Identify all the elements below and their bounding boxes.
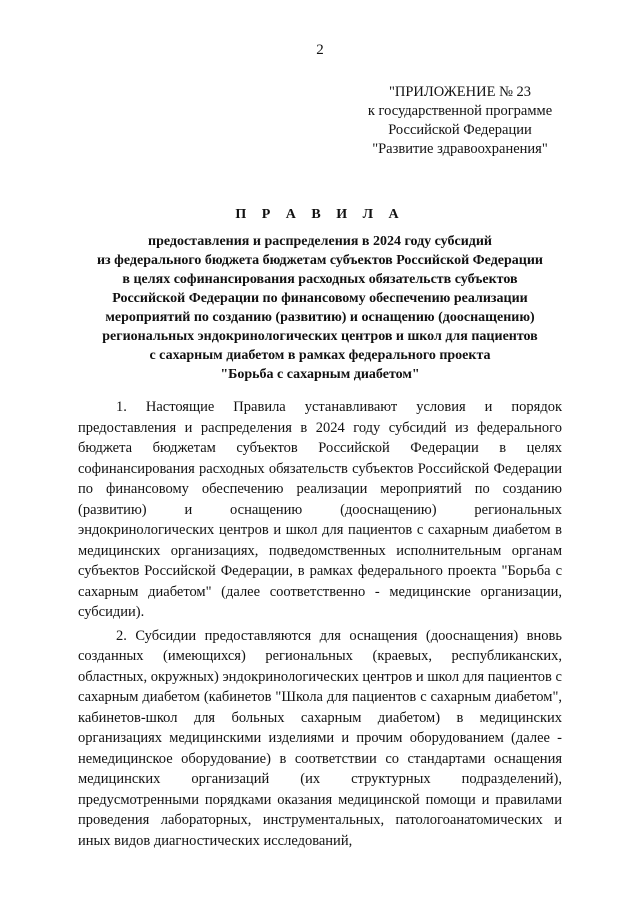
subtitle-line-3: в целях софинансирования расходных обязательств субъектов [122, 272, 518, 287]
subtitle-line-4: Российской Федерации по финансовому обеспечению реализации [112, 291, 528, 306]
document-body [78, 397, 562, 851]
paragraph-1: 1. Настоящие Правила устанавливают условия и порядок предоставления и распределения в 2024 году субсидий из федерального бюджета бюджетам субъектов Российской Федерации в целях софинансирования расходных обязательств субъектов Российской Федерации по финансовому обеспечению реализации мероприятий по созданию (развитию) и оснащению (дооснащению) региональных эндокринологических центров и школ для пациентов с сахарным диабетом в медицинских организациях, подведомственных исполнительным органам субъектов Российской Федерации, в рамках федерального проекта "Борьба с сахарным диабетом" (далее соответственно - медицинские организации, субсидии). [78, 399, 562, 620]
document-title: П Р А В И Л А [235, 207, 405, 222]
page-number: 2 [316, 42, 324, 58]
document-subtitle [70, 232, 570, 384]
subtitle-line-2: из федерального бюджета бюджетам субъектов Российской Федерации [96, 253, 543, 268]
appendix-line-3: Российской Федерации [388, 122, 532, 138]
subtitle-line-7: с сахарным диабетом в рамках федерального проекта [149, 348, 491, 363]
subtitle-line-8: "Борьба с сахарным диабетом" [220, 367, 420, 382]
paragraph-2: 2. Субсидии предоставляются для оснащения (дооснащения) вновь созданных (имеющихся) региональных (краевых, республиканских, областных, окружных) эндокринологических центров и школ для пациентов с сахарным диабетом (кабинетов "Школа для пациентов с сахарным диабетом", кабинетов-школ для больных сахарным диабетом) в медицинских организациях медицинскими изделиями и прочим оборудованием (далее - немедицинское оборудование) в соответствии со стандартами оснащения медицинских организаций (их структурных подразделений), предусмотренными порядками оказания медицинской помощи и правилами проведения лабораторных, инструментальных, патологоанатомических и иных видов диагностических исследований, [78, 627, 562, 849]
appendix-line-2: к государственной программе [367, 103, 553, 119]
subtitle-line-6: региональных эндокринологических центров и школ для пациентов [102, 329, 538, 344]
appendix-line-4: "Развитие здравоохранения" [372, 141, 548, 157]
appendix-header [340, 83, 580, 159]
subtitle-line-5: мероприятий по созданию (развитию) и оснащению (дооснащению) [105, 310, 535, 325]
subtitle-line-1: предоставления и распределения в 2024 году субсидий [148, 234, 492, 249]
appendix-line-1: "ПРИЛОЖЕНИЕ № 23 [388, 84, 532, 100]
